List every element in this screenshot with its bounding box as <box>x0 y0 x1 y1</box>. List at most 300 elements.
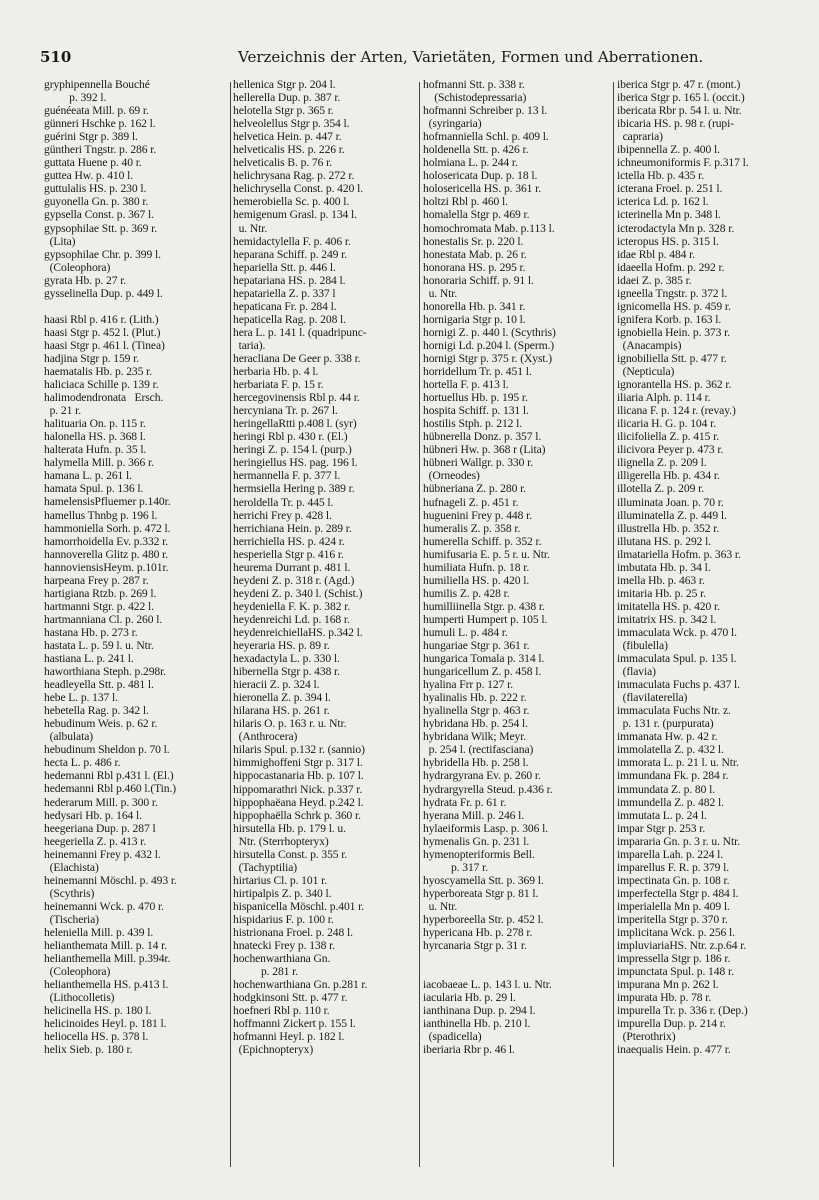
index-entry: hospita Schiff. p. 131 l. <box>423 404 529 418</box>
index-entry: hungariae Stgr p. 361 r. <box>423 639 530 653</box>
index-entry: hübneriana Z. p. 280 r. <box>423 482 526 496</box>
index-entry: hylaeiformis Lasp. p. 306 l. <box>423 821 549 835</box>
index-entry: p. 131 r. (purpurata) <box>617 717 714 731</box>
index-entry: hirsutella Hb. p. 179 l. u. <box>233 821 346 835</box>
index-entry: implicitana Wck. p. 256 l. <box>617 926 735 940</box>
index-entry: immaculata Wck. p. 470 l. <box>617 625 737 639</box>
column-divider <box>613 82 614 1167</box>
index-entry: heydeniella F. K. p. 382 r. <box>233 599 351 613</box>
index-entry: helianthemella HS. p.413 l. <box>44 978 169 992</box>
index-entry: p. 317 r. <box>423 860 489 874</box>
index-entry: p. 21 r. <box>44 404 82 418</box>
index-entry: (fibulella) <box>617 639 668 653</box>
index-entry: humeralis Z. p. 358 r. <box>423 521 521 535</box>
index-entry: hadjina Stgr p. 159 r. <box>44 351 140 365</box>
index-entry: halymella Mill. p. 366 r. <box>44 456 154 470</box>
page-number: 510 <box>40 48 72 66</box>
index-entry: heurema Durrant p. 481 l. <box>233 560 351 574</box>
index-entry: hofmanni Schreiber p. 13 l. <box>423 104 548 118</box>
index-entry: homalella Stgr p. 469 r. <box>423 208 530 222</box>
index-entry: humuli L. p. 484 r. <box>423 625 508 639</box>
index-entry: illustrella Hb. p. 352 r. <box>617 521 720 535</box>
index-entry: hilaris Spul. p.132 r. (sannio) <box>233 743 365 757</box>
index-entry: impurella Tr. p. 336 r. (Dep.) <box>617 1004 748 1018</box>
index-entry: helotella Stgr p. 365 r. <box>233 104 334 118</box>
index-entry: helveolellus Stgr p. 354 l. <box>233 117 350 131</box>
index-entry: imperitella Stgr p. 370 r. <box>617 913 728 926</box>
column-divider <box>419 82 420 1167</box>
index-entry: illigerella Hb. p. 434 r. <box>617 469 720 483</box>
index-columns <box>38 78 798 1178</box>
index-entry: immorata L. p. 21 l. u. Ntr. <box>617 756 739 770</box>
index-entry: heydenreichi Ld. p. 168 r. <box>233 612 350 626</box>
index-entry: immundata Z. p. 80 l. <box>617 782 716 796</box>
index-entry: hebudinum Weis. p. 62 r. <box>44 717 158 731</box>
index-entry: heringi Z. p. 154 l. (purp.) <box>233 443 352 457</box>
index-entry: ichneumoniformis F. p.317 l. <box>617 156 749 170</box>
index-entry: heydeni Z. p. 318 r. (Agd.) <box>233 573 355 587</box>
index-entry: haasi Rbl p. 416 r. (Lith.) <box>44 312 159 326</box>
index-entry: hispidarius F. p. 100 r. <box>233 913 334 926</box>
index-entry: humiliata Hufn. p. 18 r. <box>423 560 530 574</box>
index-entry: p. 254 l. (rectifasciana) <box>423 743 534 757</box>
index-entry: hofmanni Heyl. p. 182 l. <box>233 1030 345 1044</box>
index-entry: helvetica Hein. p. 447 r. <box>233 130 342 144</box>
index-entry: icterica Ld. p. 162 l. <box>617 195 709 209</box>
index-entry: guénéeata Mill. p. 69 r. <box>44 104 149 118</box>
index-entry: hemigenum Grasl. p. 134 l. <box>233 208 357 222</box>
index-entry: hedysari Hb. p. 164 l. <box>44 808 142 822</box>
index-entry: ilicivora Peyer p. 473 r. <box>617 443 724 457</box>
index-entry: heroldella Tr. p. 445 l. <box>233 495 334 509</box>
index-entry: immundella Z. p. 482 l. <box>617 795 724 809</box>
page-title: Verzeichnis der Arten, Varietäten, Formen und Aberrationen. <box>238 48 704 66</box>
index-entry: hispanicella Möschl. p.401 r. <box>233 899 365 913</box>
index-entry: hamellus Thnbg p. 196 l. <box>44 508 158 522</box>
index-entry: ibicaria HS. p. 98 r. (rupi- <box>617 117 734 131</box>
index-entry: hercyniana Tr. p. 267 l. <box>233 404 338 418</box>
index-entry: idaei Z. p. 385 r. <box>617 273 692 287</box>
index-entry: homochromata Mab. p.113 l. <box>423 221 555 235</box>
index-entry: iacobaeae L. p. 143 l. u. Ntr. <box>423 978 552 992</box>
index-entry: halituaria On. p. 115 r. <box>44 417 146 431</box>
index-entry: hortuellus Hb. p. 195 r. <box>423 391 528 405</box>
index-entry: ianthinella Hb. p. 210 l. <box>423 1017 531 1031</box>
index-entry: helianthemella Mill. p.394r. <box>44 952 171 966</box>
index-entry: hastana Hb. p. 273 r. <box>44 625 138 639</box>
index-entry: heinemanni Frey p. 432 l. <box>44 847 161 861</box>
index-entry: hofmanniella Schl. p. 409 l. <box>423 130 549 144</box>
index-entry: ilicaria H. G. p. 104 r. <box>617 417 717 431</box>
index-entry: hartmanniana Cl. p. 260 l. <box>44 612 163 626</box>
index-entry: himmighoffeni Stgr p. 317 l. <box>233 756 363 770</box>
index-entry: impararia Gn. p. 3 r. u. Ntr. <box>617 834 740 848</box>
index-entry: hyalinella Stgr p. 463 r. <box>423 704 530 718</box>
index-entry: hastata L. p. 59 l. u. Ntr. <box>44 638 154 652</box>
index-entry: honoraria Schiff. p. 91 l. <box>423 273 534 287</box>
index-entry: herbariata F. p. 15 r. <box>233 378 324 392</box>
index-entry: holosericata Dup. p. 18 l. <box>423 169 538 183</box>
index-entry: capraria) <box>617 130 663 144</box>
index-entry: holmiana L. p. 244 r. <box>423 156 518 170</box>
index-entry: helicinoides Heyl. p. 181 l. <box>44 1017 167 1031</box>
index-entry: hornigi Ld. p.204 l. (Sperm.) <box>423 338 555 352</box>
index-entry: hochenwarthiana Gn. p.281 r. <box>233 978 368 992</box>
index-entry: (flavilaterella) <box>617 691 688 705</box>
index-entry: impluviariaHS. Ntr. z.p.64 r. <box>617 939 747 953</box>
index-entry: ignicomella HS. p. 459 r. <box>617 299 731 313</box>
index-entry: immanata Hw. p. 42 r. <box>617 730 718 744</box>
index-entry: (Lita) <box>44 234 76 248</box>
index-entry: taria). <box>233 338 266 352</box>
index-entry: hodgkinsoni Stt. p. 477 r. <box>233 991 348 1005</box>
index-entry: hübnerella Donz. p. 357 l. <box>423 430 542 444</box>
index-entry: helix Sieb. p. 180 r. <box>44 1043 133 1057</box>
index-entry: hübneri Hw. p. 368 r (Lita) <box>423 443 546 457</box>
index-entry: herrichi Frey p. 428 l. <box>233 508 332 522</box>
index-entry: hannoverella Glitz p. 480 r. <box>44 547 169 561</box>
index-entry: heydeni Z. p. 340 l. (Schist.) <box>233 586 363 600</box>
index-entry: heringiellus HS. pag. 196 l. <box>233 456 358 470</box>
index-entry: p. 392 l. <box>44 91 107 105</box>
index-column-2 <box>233 78 415 1178</box>
index-entry: (Coleophora) <box>44 965 111 979</box>
index-column-3 <box>423 78 605 1178</box>
index-entry: hepatariana HS. p. 284 l. <box>233 273 346 287</box>
index-entry: hedemanni Rbl p.460 l.(Tin.) <box>44 782 177 796</box>
index-entry: hesperiella Stgr p. 416 r. <box>233 547 344 561</box>
index-entry: (flavia) <box>617 665 656 679</box>
index-entry: heydenreichiellaHS. p.342 l. <box>233 625 363 639</box>
index-entry: hyoscyamella Stt. p. 369 l. <box>423 873 544 887</box>
index-entry: hoefneri Rbl p. 110 r. <box>233 1004 330 1018</box>
index-entry: immundana Fk. p. 284 r. <box>617 769 729 783</box>
index-entry: helveticalis B. p. 76 r. <box>233 156 333 170</box>
page-header <box>40 40 780 68</box>
index-entry: horridellum Tr. p. 451 l. <box>423 365 532 379</box>
index-entry: immutata L. p. 24 l. <box>617 808 707 822</box>
index-entry: hymenopteriformis Bell. <box>423 847 535 861</box>
index-column-1 <box>44 78 226 1178</box>
index-entry: hemidactylella F. p. 406 r. <box>233 234 351 248</box>
index-entry: gysselinella Dup. p. 449 l. <box>44 286 163 300</box>
index-entry: holdenella Stt. p. 426 r. <box>423 143 529 157</box>
index-entry: icterodactyla Mn p. 328 r. <box>617 221 735 235</box>
index-entry: iberiaria Rbr p. 46 l. <box>423 1043 515 1057</box>
index-entry: histrionana Froel. p. 248 l. <box>233 926 353 940</box>
index-entry: (spadicella) <box>423 1030 482 1044</box>
index-entry: ignifera Korb. p. 163 l. <box>617 312 722 326</box>
index-entry: guttata Huene p. 40 r. <box>44 156 142 170</box>
index-entry: imparellus F. R. p. 379 l. <box>617 860 730 874</box>
index-entry: hederarum Mill. p. 300 r. <box>44 795 158 809</box>
index-entry: (Elachista) <box>44 860 99 874</box>
index-entry: guttea Hw. p. 410 l. <box>44 169 134 183</box>
index-entry: (Lithocolletis) <box>44 991 115 1005</box>
index-entry: harpeana Frey p. 287 r. <box>44 573 149 587</box>
index-entry: gypsophilae Stt. p. 369 r. <box>44 221 158 235</box>
index-entry: hieronella Z. p. 394 l. <box>233 691 331 705</box>
index-entry: heringi Rbl p. 430 r. (El.) <box>233 430 348 444</box>
index-entry: hyperboreella Str. p. 452 l. <box>423 913 544 926</box>
index-entry: Ntr. (Sterrhopteryx) <box>233 834 329 848</box>
index-column-4 <box>617 78 799 1178</box>
index-entry: hornigi Z. p. 440 l. (Scythris) <box>423 325 556 339</box>
index-entry: hellerella Dup. p. 387 r. <box>233 91 341 105</box>
index-entry: imbutata Hb. p. 34 l. <box>617 560 711 574</box>
index-entry: imperfectella Stgr p. 484 l. <box>617 886 739 900</box>
index-entry: honestalis Sr. p. 220 l. <box>423 234 524 248</box>
index-entry: hornigaria Stgr p. 10 l. <box>423 312 526 326</box>
index-entry: heleniella Mill. p. 439 l. <box>44 926 154 939</box>
index-entry: helichrysana Rag. p. 272 r. <box>233 169 355 183</box>
index-entry: illotella Z. p. 209 r. <box>617 482 704 496</box>
index-entry: hippomarathri Nick. p.337 r. <box>233 782 363 796</box>
index-entry: (Nepticula) <box>617 365 675 379</box>
index-entry: impar Stgr p. 253 r. <box>617 821 706 835</box>
index-entry: gyrata Hb. p. 27 r. <box>44 273 127 287</box>
index-entry: impurana Mn p. 262 l. <box>617 978 719 992</box>
index-entry: hermannella F. p. 377 l. <box>233 469 341 483</box>
index-entry: (Orneodes) <box>423 469 480 483</box>
index-entry: hymenalis Gn. p. 231 l. <box>423 834 530 848</box>
index-entry: hebe L. p. 137 l. <box>44 691 118 705</box>
index-entry: (Epichnopteryx) <box>233 1043 314 1057</box>
index-entry: hamorrhoidella Ev. p.332 r. <box>44 534 169 548</box>
index-entry: hypericana Hb. p. 278 r. <box>423 926 533 940</box>
index-entry: herrichiella HS. p. 424 r. <box>233 534 345 548</box>
index-entry: imitatella HS. p. 420 r. <box>617 599 720 613</box>
index-entry: hybridana Hb. p. 254 l. <box>423 717 528 731</box>
index-entry: hufnageli Z. p. 451 r. <box>423 495 519 509</box>
index-entry: hochenwarthiana Gn. <box>233 952 331 966</box>
index-entry: idae Rbl p. 484 r. <box>617 247 696 261</box>
index-entry: hirsutella Const. p. 355 r. <box>233 847 348 861</box>
index-entry: heracliana De Geer p. 338 r. <box>233 351 361 365</box>
index-entry: imitaria Hb. p. 25 r. <box>617 586 707 600</box>
index-entry: helveticalis HS. p. 226 r. <box>233 143 345 157</box>
index-entry: hippocastanaria Hb. p. 107 l. <box>233 769 364 783</box>
index-entry: hepariella Stt. p. 446 l. <box>233 260 336 274</box>
blank-line <box>44 300 226 313</box>
index-entry: humilliinella Stgr. p. 438 r. <box>423 599 545 613</box>
index-entry: imella Hb. p. 463 r. <box>617 573 705 587</box>
index-entry: heinemanni Wck. p. 470 r. <box>44 899 164 913</box>
index-entry: hippophaëlla Schrk p. 360 r. <box>233 808 361 822</box>
index-entry: gryphipennella Bouché <box>44 78 150 91</box>
index-entry: humiliella HS. p. 420 l. <box>423 573 530 587</box>
index-entry: hortella F. p. 413 l. <box>423 378 509 392</box>
index-entry: heinemanni Möschl. p. 493 r. <box>44 873 177 887</box>
index-entry: guyonella Gn. p. 380 r. <box>44 195 149 209</box>
index-entry: hyalina Frr p. 127 r. <box>423 678 513 692</box>
index-entry: herbaria Hb. p. 4 l. <box>233 365 319 379</box>
index-entry: hastiana L. p. 241 l. <box>44 652 134 666</box>
index-entry: igneella Tngstr. p. 372 l. <box>617 286 728 300</box>
index-entry: honorana HS. p. 295 r. <box>423 260 526 274</box>
index-entry: hippophaëana Heyd. p.242 l. <box>233 795 364 809</box>
index-entry: guérini Stgr p. 389 l. <box>44 130 138 144</box>
index-entry: honestata Mab. p. 26 r. <box>423 247 527 261</box>
index-entry: (Coleophora) <box>44 260 111 274</box>
index-entry: (Tachyptilia) <box>233 860 298 874</box>
index-entry: haasi Stgr p. 461 l. (Tinea) <box>44 338 165 352</box>
index-entry: heparana Schiff. p. 249 r. <box>233 247 348 261</box>
index-entry: haworthiana Steph. p.298r. <box>44 665 167 679</box>
index-entry: u. Ntr. <box>423 286 458 300</box>
index-entry: imperialella Mn p. 409 l. <box>617 899 730 913</box>
index-entry: heringellaRtti p.408 l. (syr) <box>233 417 357 431</box>
index-entry: hornigi Stgr p. 375 r. (Xyst.) <box>423 351 553 365</box>
index-entry: ignorantella HS. p. 362 r. <box>617 378 732 392</box>
index-entry: icteropus HS. p. 315 l. <box>617 234 719 248</box>
index-entry: haliciaca Schille p. 139 r. <box>44 378 159 392</box>
index-entry: iliaria Alph. p. 114 r. <box>617 391 711 405</box>
blank-line <box>423 965 605 978</box>
index-entry: hibernella Stgr p. 438 r. <box>233 665 340 679</box>
index-entry: hamelensisPfluemer p.140r. <box>44 495 171 509</box>
index-entry: hyerana Mill. p. 246 l. <box>423 808 525 822</box>
index-entry: impurella Dup. p. 214 r. <box>617 1017 726 1031</box>
index-entry: illuminata Joan. p. 70 r. <box>617 495 724 509</box>
index-entry: (albulata) <box>44 730 94 744</box>
index-entry: ianthinana Dup. p. 294 l. <box>423 1004 536 1018</box>
index-entry: impurata Hb. p. 78 r. <box>617 991 712 1005</box>
index-entry: helicinella HS. p. 180 l. <box>44 1004 152 1018</box>
index-entry: hexadactyla L. p. 330 l. <box>233 652 340 666</box>
index-entry: honorella Hb. p. 341 r. <box>423 299 526 313</box>
index-entry: hebudinum Sheldon p. 70 l. <box>44 743 170 757</box>
index-entry: u. Ntr. <box>423 899 458 913</box>
index-entry: immaculata Spul. p. 135 l. <box>617 652 737 666</box>
index-entry: herrichiana Hein. p. 289 r. <box>233 521 352 535</box>
index-entry: heegeriana Dup. p. 287 l <box>44 821 156 835</box>
index-entry: hamata Spul. p. 136 l. <box>44 482 144 496</box>
index-entry: headleyella Stt. p. 481 l. <box>44 678 154 692</box>
index-entry: heliocella HS. p. 378 l. <box>44 1030 149 1044</box>
index-entry: p. 281 r. <box>233 965 299 979</box>
index-entry: haematalis Hb. p. 235 r. <box>44 364 153 378</box>
index-entry: hebetella Rag. p. 342 l. <box>44 704 149 718</box>
index-entry: holosericella HS. p. 361 r. <box>423 182 542 196</box>
index-entry: halonella HS. p. 368 l. <box>44 430 146 444</box>
index-entry: (Anacampis) <box>617 338 682 352</box>
index-entry: ignobiliella Stt. p. 477 r. <box>617 351 727 365</box>
index-entry: hepaticella Rag. p. 208 l. <box>233 312 346 326</box>
index-entry: illutana HS. p. 292 l. <box>617 534 712 548</box>
index-entry: ignobiella Hein. p. 373 r. <box>617 325 730 339</box>
index-entry: humilis Z. p. 428 r. <box>423 586 510 600</box>
index-entry: ilicana F. p. 124 r. (revay.) <box>617 404 736 418</box>
index-entry: hybridella Hb. p. 258 l. <box>423 756 529 770</box>
index-entry: ibericata Rbr p. 54 l. u. Ntr. <box>617 104 742 118</box>
index-entry: impectinata Gn. p. 108 r. <box>617 873 730 887</box>
index-entry: imparella Lah. p. 224 l. <box>617 847 724 861</box>
index-entry: hyrcanaria Stgr p. 31 r. <box>423 939 527 953</box>
index-entry: hostilis Stph. p. 212 l. <box>423 417 523 431</box>
index-entry: hydrargyrana Ev. p. 260 r. <box>423 769 541 783</box>
blank-line <box>423 952 605 965</box>
index-entry: holtzi Rbl p. 460 l. <box>423 195 508 209</box>
index-entry: iberica Stgr p. 47 r. (mont.) <box>617 78 741 91</box>
index-entry: hydrargyrella Steud. p.436 r. <box>423 782 553 796</box>
index-entry: idaeella Hofm. p. 292 r. <box>617 260 725 274</box>
index-entry: (syringaria) <box>423 117 482 131</box>
index-entry: güntheri Tngstr. p. 286 r. <box>44 143 157 157</box>
index-entry: haasi Stgr p. 452 l. (Plut.) <box>44 325 161 339</box>
index-entry: ictella Hb. p. 435 r. <box>617 169 705 183</box>
index-entry: hofmanni Stt. p. 338 r. <box>423 78 525 91</box>
index-entry: ilicifoliella Z. p. 415 r. <box>617 430 720 444</box>
index-entry: hnatecki Frey p. 138 r. <box>233 939 336 953</box>
index-entry: hartigiana Rtzb. p. 269 l. <box>44 586 157 600</box>
index-entry: halimodendronata Ersch. <box>44 391 164 405</box>
index-entry: impressella Stgr p. 186 r. <box>617 952 731 966</box>
index-entry: hyperboreata Stgr p. 81 l. <box>423 886 539 900</box>
index-entry: heegeriella Z. p. 413 r. <box>44 834 147 848</box>
index-entry: helianthemata Mill. p. 14 r. <box>44 939 168 953</box>
index-entry: ibipennella Z. p. 400 l. <box>617 143 720 157</box>
index-entry: hirtarius Cl. p. 101 r. <box>233 873 327 887</box>
index-entry: inaequalis Hein. p. 477 r. <box>617 1043 731 1057</box>
index-entry: ilignella Z. p. 209 l. <box>617 456 707 470</box>
index-entry: (Pterothrix) <box>617 1030 676 1044</box>
index-entry: hilarana HS. p. 261 r. <box>233 704 330 718</box>
index-entry: hungarica Tomala p. 314 l. <box>423 652 545 666</box>
index-entry: iberica Stgr p. 165 l. (occit.) <box>617 91 745 105</box>
index-entry: immolatella Z. p. 432 l. <box>617 743 724 757</box>
index-entry: humerella Schiff. p. 352 r. <box>423 534 542 548</box>
index-entry: hieracii Z. p. 324 l. <box>233 678 320 692</box>
index-entry: heyeraria HS. p. 89 r. <box>233 639 330 653</box>
index-entry: impunctata Spul. p. 148 r. <box>617 965 734 979</box>
index-entry: immaculata Fuchs p. 437 l. <box>617 678 740 692</box>
index-entry: (Schistodepressaria) <box>423 91 527 105</box>
index-entry: gypsella Const. p. 367 l. <box>44 208 154 222</box>
index-entry: hepaticana Fr. p. 284 l. <box>233 299 337 313</box>
index-entry: hellenica Stgr p. 204 l. <box>233 78 336 91</box>
index-entry: icterinella Mn p. 348 l. <box>617 208 721 222</box>
index-entry: helichrysella Const. p. 420 l. <box>233 182 363 196</box>
index-entry: imitatrix HS. p. 342 l. <box>617 612 717 626</box>
index-entry: hermsiella Hering p. 389 r. <box>233 482 355 496</box>
index-entry: hübneri Wallgr. p. 330 r. <box>423 456 534 470</box>
index-entry: huguenini Frey p. 448 r. <box>423 508 533 522</box>
index-entry: ilmatariella Hofm. p. 363 r. <box>617 547 741 561</box>
index-entry: hybridana Wilk; Meyr. <box>423 730 527 744</box>
index-entry: gypsophilae Chr. p. 399 l. <box>44 247 161 261</box>
index-entry: hoffmanni Zickert p. 155 l. <box>233 1017 356 1031</box>
index-entry: hemerobiella Sc. p. 400 l. <box>233 195 350 209</box>
index-entry: hamana L. p. 261 l. <box>44 469 132 483</box>
index-entry: günneri Hschke p. 162 l. <box>44 117 156 131</box>
index-entry: icterana Froel. p. 251 l. <box>617 182 723 196</box>
index-entry: (Tischeria) <box>44 912 99 926</box>
index-entry: hammoniella Sorh. p. 472 l. <box>44 521 171 535</box>
index-entry: hirtipalpis Z. p. 340 l. <box>233 886 332 900</box>
index-entry: (Scythris) <box>44 886 95 900</box>
index-entry: iacularia Hb. p. 29 l. <box>423 991 516 1005</box>
index-entry: hilaris O. p. 163 r. u. Ntr. <box>233 717 347 731</box>
index-entry: u. Ntr. <box>233 221 268 235</box>
index-entry: hyalinalis Hb. p. 222 r. <box>423 691 527 705</box>
index-entry: humifusaria E. p. 5 r. u. Ntr. <box>423 547 550 561</box>
column-divider <box>230 82 231 1167</box>
index-entry: humperti Humpert p. 105 l. <box>423 612 548 626</box>
index-entry: hecta L. p. 486 r. <box>44 756 121 770</box>
index-entry: guttulalis HS. p. 230 l. <box>44 182 147 196</box>
index-entry: hungaricellum Z. p. 458 l. <box>423 665 542 679</box>
